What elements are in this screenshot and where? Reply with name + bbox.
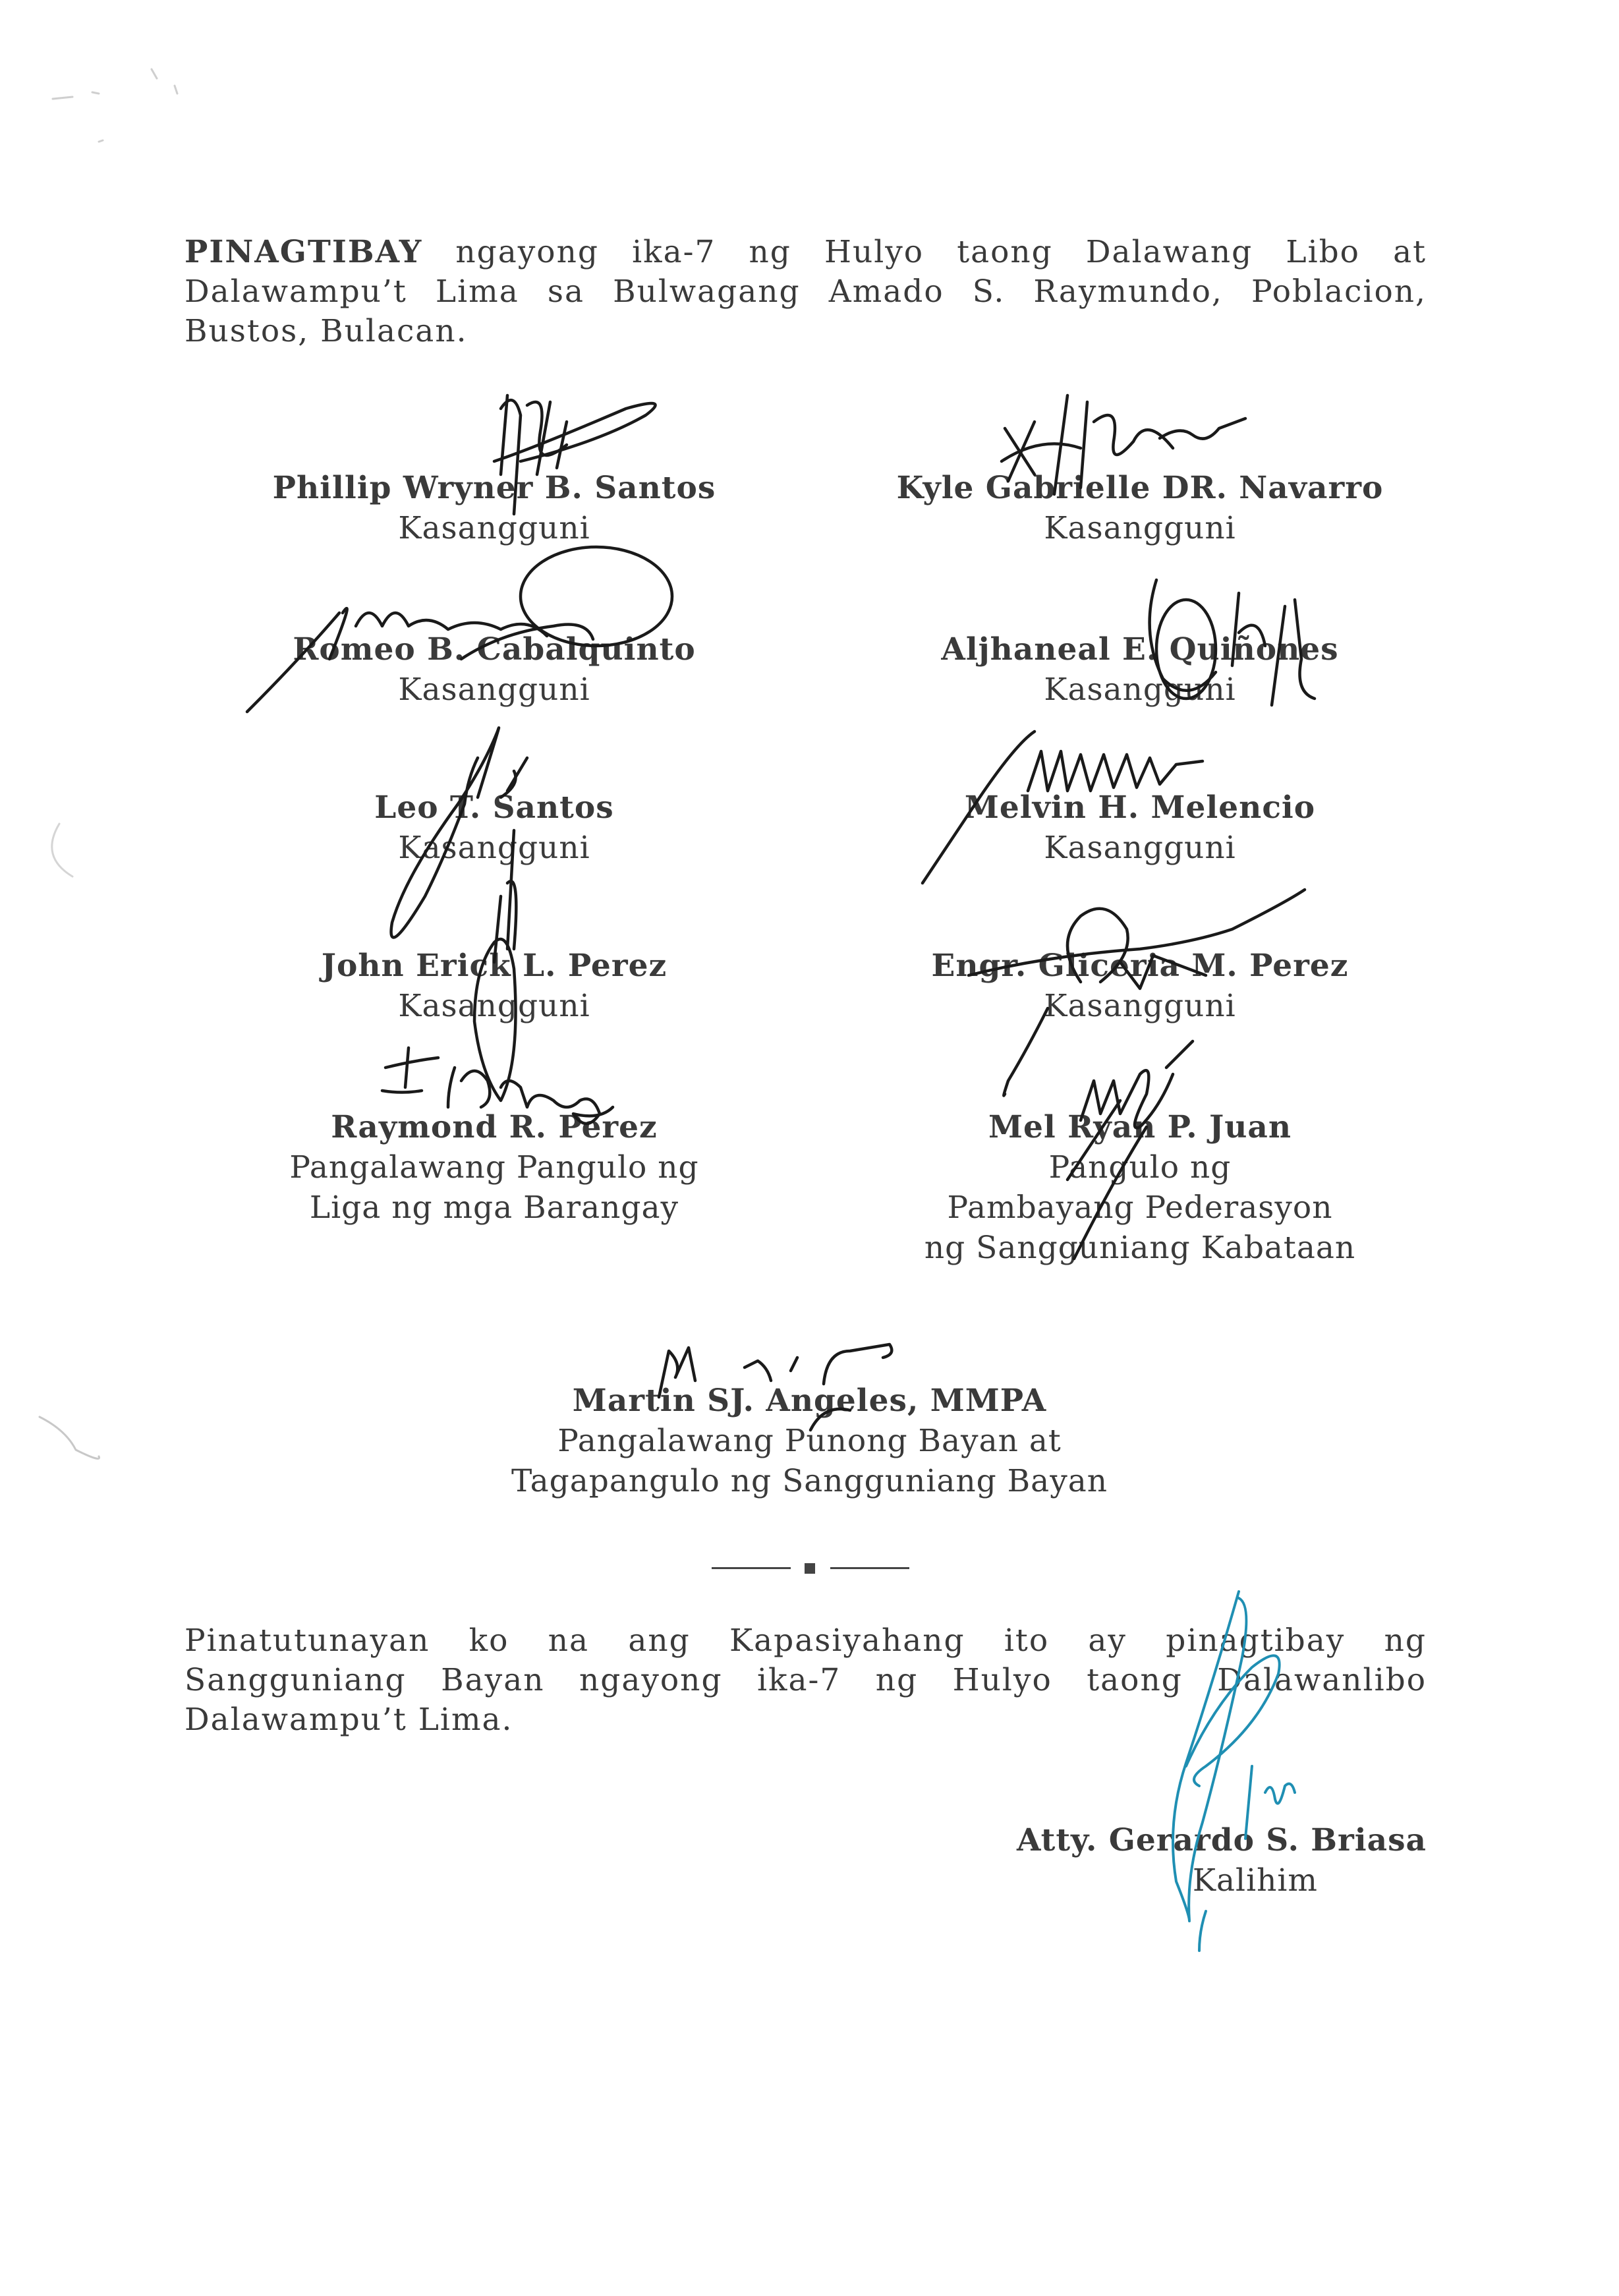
divider-left-rule	[712, 1567, 791, 1569]
signatory-melencio	[847, 788, 1433, 868]
signatory-name: Kyle Gabrielle DR. Navarro	[896, 470, 1384, 506]
signatory-title-line: ng Sangguniang Kabataan	[924, 1230, 1356, 1266]
signatory-name: John Erick L. Perez	[321, 948, 667, 984]
signatory-title-line: Tagapangulo ng Sangguniang Bayan	[511, 1463, 1108, 1499]
signatory-title: Kasangguni	[398, 988, 590, 1024]
section-divider	[712, 1561, 909, 1574]
signatory-title: Kasangguni	[1044, 672, 1236, 708]
signatory-santos-phillip	[234, 468, 754, 548]
signatory-quinones	[847, 629, 1433, 710]
signatory-santos-leo	[234, 788, 754, 868]
signatory-title-line: Pangalawang Pangulo ng	[289, 1149, 699, 1186]
approval-text: ngayong ika-7 ng Hulyo taong Dalawang Libo at Dalawampu’t Lima sa Bulwagang Amado S. Raymundo, Poblacion, Bustos, Bulacan.	[185, 234, 1427, 349]
signatory-name: Romeo B. Cabalquinto	[293, 631, 696, 668]
signatory-title: Kasangguni	[398, 830, 590, 866]
signatory-angeles	[461, 1381, 1158, 1501]
signatory-perez-gliceria	[847, 946, 1433, 1026]
signatory-title: Kasangguni	[1044, 830, 1236, 866]
signatory-title-line: Pangalawang Punong Bayan at	[557, 1423, 1062, 1459]
signatory-title: Kasangguni	[398, 672, 590, 708]
signatory-name: Engr. Gliceria M. Perez	[931, 948, 1349, 984]
secretary-signatory	[923, 1820, 1427, 1901]
signatory-title: Kasangguni	[1044, 988, 1236, 1024]
signatory-juan	[847, 1107, 1433, 1268]
signatory-perez-john	[234, 946, 754, 1026]
signatory-title: Kasangguni	[398, 510, 590, 546]
secretary-name: Atty. Gerardo S. Briasa	[1017, 1822, 1427, 1858]
signatory-name: Phillip Wryner B. Santos	[272, 470, 716, 506]
signatory-name: Melvin H. Melencio	[964, 789, 1316, 826]
approval-lead-word: PINAGTIBAY	[185, 234, 423, 270]
signatory-title-line: Liga ng mga Barangay	[309, 1190, 679, 1226]
signatory-name: Mel Ryan P. Juan	[988, 1109, 1292, 1145]
secretary-title: Kalihim	[1192, 1862, 1318, 1899]
divider-right-rule	[830, 1567, 909, 1569]
signatory-cabalquinto	[234, 629, 754, 710]
signatory-title-line: Pangulo ng	[1048, 1149, 1232, 1186]
signatory-navarro	[847, 468, 1433, 548]
signatory-perez-raymond	[234, 1107, 754, 1228]
certification-paragraph: Pinatutunayan ko na ang Kapasiyahang ito ay pinagtibay ng Sangguniang Bayan ngayong ika-7 ng Hulyo taong Dalawanlibo Dalawampu’t Lima.	[185, 1622, 1427, 1738]
signatory-name: Leo T. Santos	[374, 789, 614, 826]
signatory-title-line: Pambayang Pederasyon	[947, 1190, 1333, 1226]
signatory-name: Martin SJ. Angeles, MMPA	[572, 1383, 1047, 1419]
signatory-title: Kasangguni	[1044, 510, 1236, 546]
signatory-name: Raymond R. Perez	[331, 1109, 658, 1145]
resolution-approval-paragraph	[185, 233, 1427, 351]
signatory-name: Aljhaneal E. Quiñones	[941, 631, 1339, 668]
divider-square	[805, 1563, 815, 1574]
